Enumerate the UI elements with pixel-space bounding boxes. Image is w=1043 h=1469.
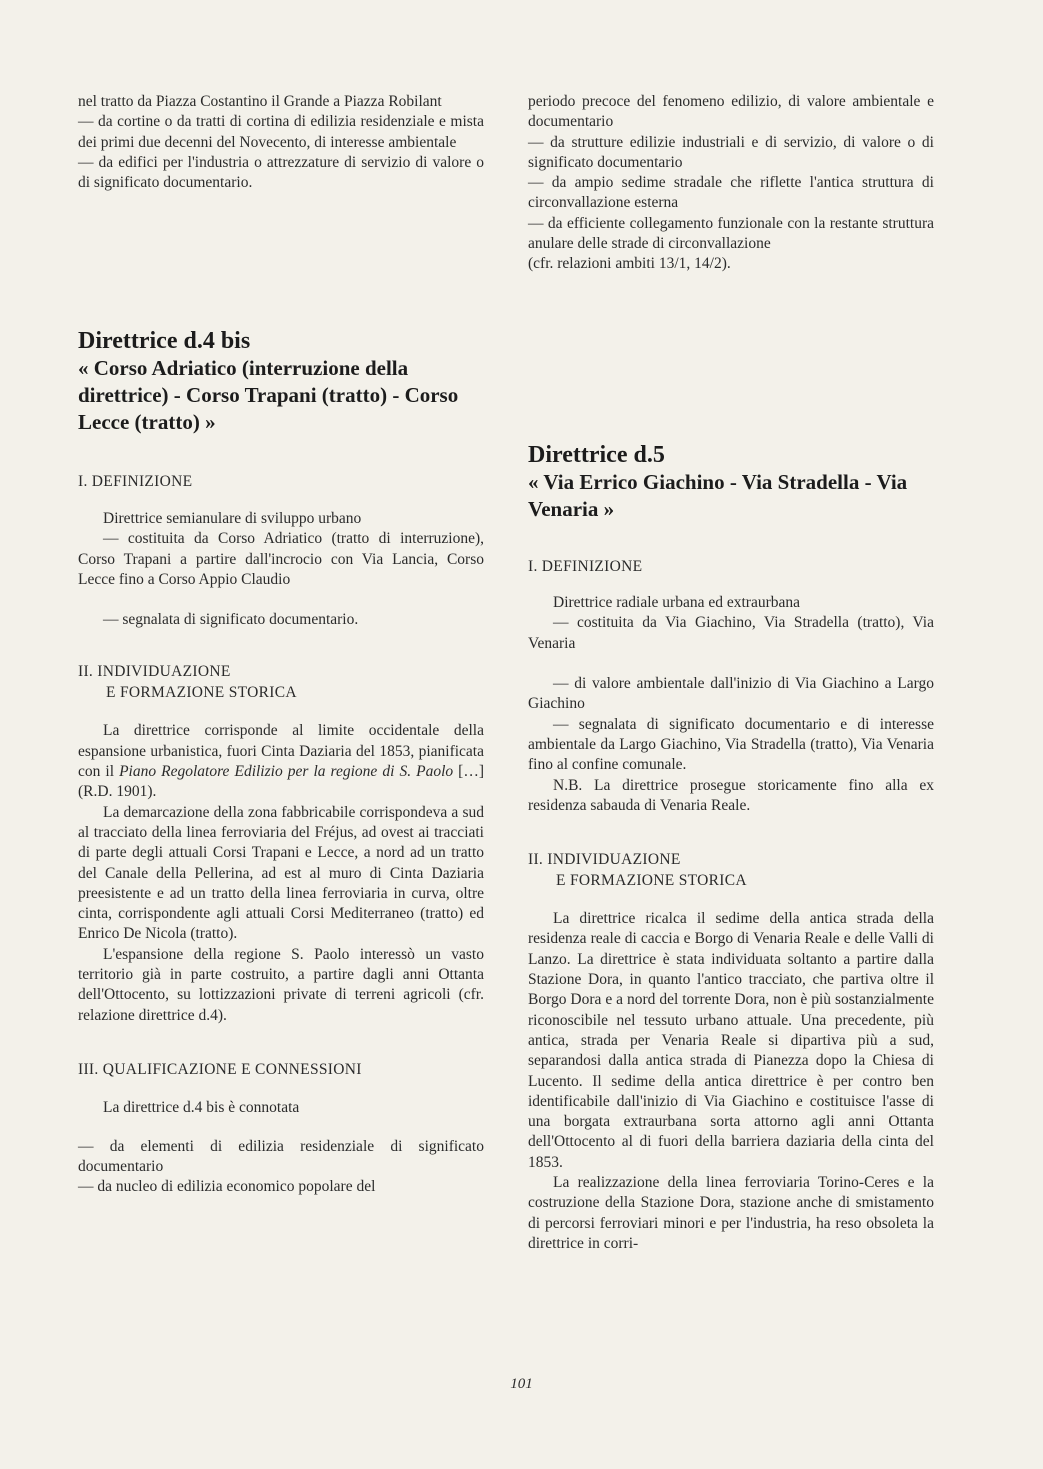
plan-title: Piano Regolatore Edilizio per la regione di S. Paolo bbox=[119, 763, 454, 781]
intro-line: nel tratto da Piazza Costantino il Grande a Piazza Robilant bbox=[78, 93, 442, 110]
section-heading: Direttrice d.4 bis bbox=[78, 328, 251, 355]
intro-item: — da edifici per l'industria o attrezzature di servizio di valore o di significato documentario. bbox=[78, 153, 484, 192]
subsection-title: III. QUALIFICAZIONE E CONNESSIONI bbox=[78, 1060, 362, 1078]
paragraph: Direttrice semianulare di sviluppo urbano bbox=[103, 509, 362, 527]
right-column bbox=[528, 92, 934, 1254]
paragraph: — di valore ambientale dall'inizio di Via Giachino a Largo Giachino bbox=[528, 675, 934, 713]
section-subtitle: « Corso Adriatico (interruzione della direttrice) - Corso Trapani (tratto) - Corso Lecce (tratto) » bbox=[78, 356, 459, 435]
subsection-title: E FORMAZIONE STORICA bbox=[556, 871, 747, 889]
note: N.B. La direttrice prosegue storicamente fino alla ex residenza sabauda di Venaria Reale. bbox=[528, 776, 934, 814]
subsection-title: E FORMAZIONE STORICA bbox=[106, 683, 297, 701]
intro-item: — da efficiente collegamento funzionale con la restante struttura anulare delle strade di circonvallazione bbox=[528, 214, 934, 253]
subsection-title: I. DEFINIZIONE bbox=[528, 557, 643, 575]
paragraph: — costituita da Via Giachino, Via Stradella (tratto), Via Venaria bbox=[528, 614, 934, 652]
paragraph: La direttrice d.4 bis è connotata bbox=[103, 1099, 300, 1117]
subsection-title: II. INDIVIDUAZIONE bbox=[528, 851, 681, 869]
intro-item: — da strutture edilizie industriali e di servizio, di valore o di significato documentario bbox=[528, 133, 934, 171]
left-column bbox=[78, 92, 484, 1198]
paragraph: L'espansione della regione S. Paolo interessò un vasto territorio già in parte costruito, a partire dagli anni Ottanta dell'Ottocento, su lottizzazioni private di terreni agricoli (cfr. relazione direttrice d.4). bbox=[78, 945, 484, 1024]
paragraph: La realizzazione della linea ferroviaria Torino-Ceres e la costruzione della Stazione Dora, stazione anche di smistamento di percorsi ferroviari minori e per l'industria, ha reso obsoleta la direttrice in corri- bbox=[528, 1174, 934, 1252]
paragraph: La direttrice corrisponde al limite occidentale della espansione urbanistica, fuori Cinta Daziaria del 1853, pianificata con il Piano Regolatore Edilizio per la regione di S. Paolo […] (R.D. 1901). bbox=[78, 722, 485, 801]
intro-item: (cfr. relazioni ambiti 13/1, 14/2). bbox=[528, 255, 731, 273]
subsection-title: II. INDIVIDUAZIONE bbox=[78, 663, 231, 681]
intro-item: — da ampio sedime stradale che riflette l'antica struttura di circonvallazione esterna bbox=[528, 174, 934, 212]
section-subtitle: « Via Errico Giachino - Via Stradella - Via Venaria » bbox=[528, 469, 908, 521]
section-heading: Direttrice d.5 bbox=[528, 441, 665, 468]
paragraph: La demarcazione della zona fabbricabile corrispondeva a sud al tracciato della linea ferroviaria del Fréjus, ad ovest ai tracciati di parte degli attuali Corsi Trapani e Lecce, a nord ad un tratto del Canale della Pellerina, ad est al muro di Cinta Daziaria preesistente e ad un tratto della linea ferroviaria in curva, oltre cinta, corrispondente agli attuali Corsi Mediterraneo (tratto) ed Enrico De Nicola (tratto). bbox=[78, 803, 484, 943]
paragraph: La direttrice ricalca il sedime della antica strada della residenza reale di caccia e Borgo di Venaria Reale e delle Valli di Lanzo. La direttrice è stata individuata soltanto a partire dalla Stazione Dora, in quanto l'antico tracciato, che partiva oltre il Borgo Dora e a nord del torrente Dora, non è più sostanzialmente riconoscibile nel tessuto urbano attuale. Una precedente, più antica, strada per Venaria Reale si dipartiva più a sud, separandosi dalla antica strada di Pianezza dopo la Chiesa di Lucento. Il sedime della antica direttrice è per contro ben identificabile dall'inizio di Via Giachino e costituisce l'asse di una borgata extraurbana sorta attorno agli anni Ottanta dell'Ottocento al di fuori della barriera daziaria della cinta del 1853. bbox=[528, 910, 934, 1171]
page-number: 101 bbox=[510, 1376, 533, 1392]
paragraph: — segnalata di significato documentario. bbox=[103, 611, 359, 629]
paragraph: — segnalata di significato documentario e di interesse ambientale da Largo Giachino, Via Stradella (tratto), Via Venaria fino al confine comunale. bbox=[528, 715, 934, 774]
intro-line: periodo precoce del fenomeno edilizio, di valore ambientale e documentario bbox=[528, 93, 934, 131]
subsection-title: I. DEFINIZIONE bbox=[78, 473, 193, 491]
list-item: — da nucleo di edilizia economico popolare del bbox=[78, 1178, 376, 1196]
intro-item: — da cortine o da tratti di cortina di edilizia residenziale e mista dei primi due decenni del Novecento, di interesse ambientale bbox=[78, 113, 484, 151]
paragraph: — costituita da Corso Adriatico (tratto di interruzione), Corso Trapani a partire dall'incrocio con Via Lancia, Corso Lecce fino a Corso Appio Claudio bbox=[78, 530, 484, 588]
paragraph: Direttrice radiale urbana ed extraurbana bbox=[553, 594, 800, 612]
list-item: — da elementi di edilizia residenziale di significato documentario bbox=[78, 1137, 484, 1176]
